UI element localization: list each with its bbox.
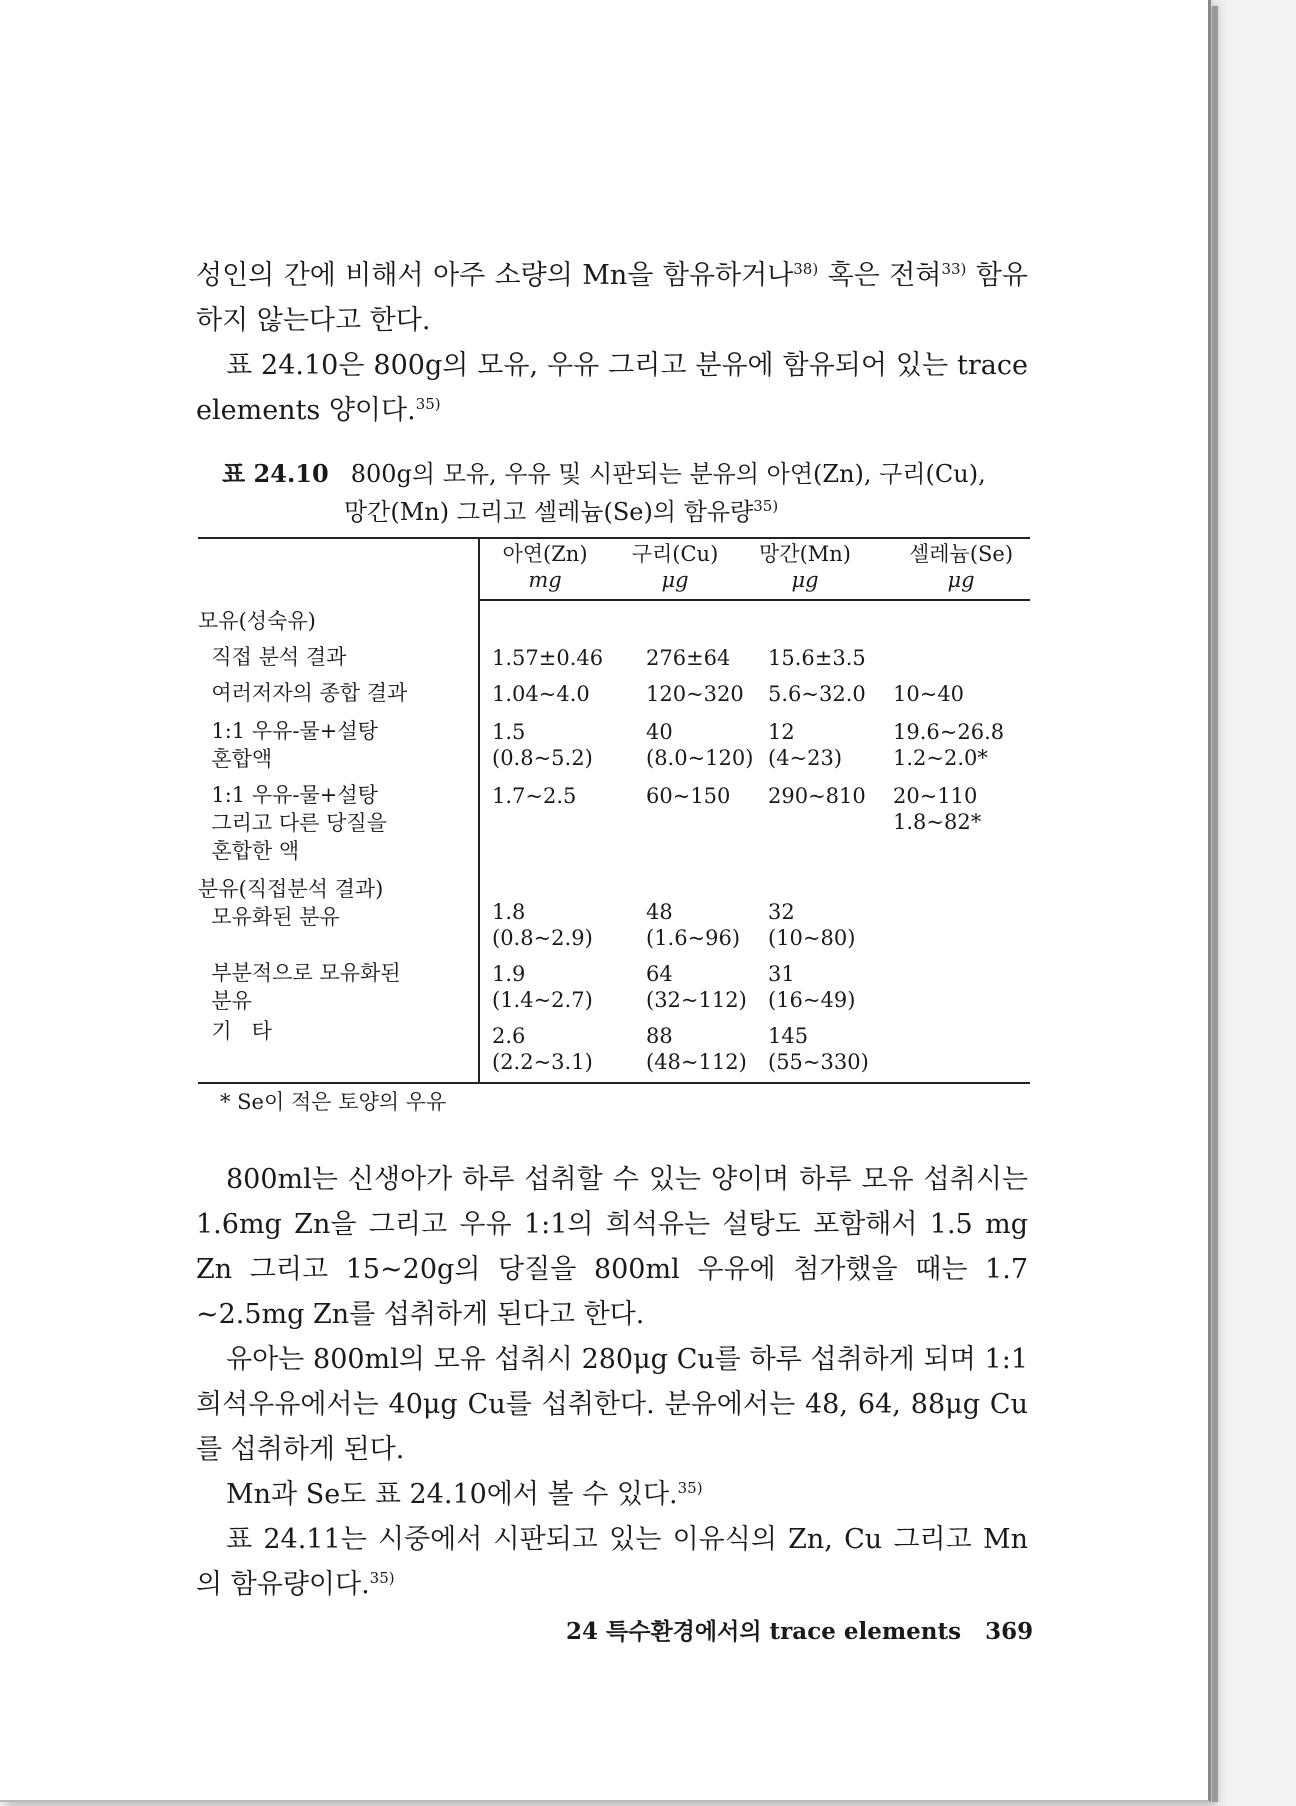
cell-zn: 1.9 (1.4~2.7) [492,962,593,1012]
table-column-divider [478,537,480,1082]
intro-paragraph-2: 표 24.10은 800g의 모유, 우유 그리고 분유에 함유되어 있는 trace elements 양이다.$^{35)}$ [196,350,1028,426]
cell-cu: 276±64 [646,646,731,670]
intro-text [196,253,1028,433]
col-header-se: 셀레늄(Se) μg [908,542,1014,592]
cell-se: 19.6~26.8 1.2~2.0* [893,720,1005,770]
cell-zn: 1.57±0.46 [492,646,604,670]
body-paragraph-1: 800ml는 신생아가 하루 섭취할 수 있는 양이며 하루 모유 섭취시는 1.6mg Zn을 그리고 우유 1:1의 희석유는 설탕도 포함해서 1.5 mg Zn 그리고 15~20g의 당질을 800ml 우유에 첨가했을 때는 1.7 ~2.5mg Zn를 섭취하게 된다고 한다. [196,1164,1028,1330]
cell-mn: 145 (55~330) [768,1024,869,1074]
row-label: 1:1 우유-물+설탕 혼합액 [211,719,378,771]
cell-cu: 48 (1.6~96) [646,900,741,950]
cell-cu: 120~320 [646,682,744,706]
ref-35: 35) [677,1479,703,1497]
table-number: 표 24.10 [222,459,329,488]
caption-line-2: 망간(Mn) 그리고 셀레늄(Se)의 함유량 [344,498,754,526]
cell-mn: 12 (4~23) [768,720,843,770]
cell-mn: 15.6±3.5 [768,646,866,670]
page-number: 369 [985,1618,1034,1645]
row-label: 여러저자의 종합 결과 [198,681,408,705]
cell-zn: 2.6 (2.2~3.1) [492,1024,593,1074]
ref-38: 38) [793,260,819,278]
table-header-rule [478,599,1030,601]
table-top-rule [198,537,1030,539]
cell-cu: 64 (32~112) [646,962,747,1012]
caption-line-1: 800g의 모유, 우유 및 시판되는 분유의 아연(Zn), 구리(Cu), [350,460,986,488]
table-bottom-rule [198,1082,1030,1084]
row-label: 분유(직접분석 결과) 모유화된 분유 [198,877,384,929]
row-label: 모유(성숙유) [198,609,316,633]
cell-zn: 1.5 (0.8~5.2) [492,720,593,770]
col-header-mn: 망간(Mn) μg [759,542,851,592]
col-header-zn: 아연(Zn) mg [502,542,588,592]
intro-paragraph-1: 성인의 간에 비해서 아주 소량의 Mn을 함유하거나$^{38)}$ 혹은 전혀$^{33)}$ 함유하지 않는다고 한다. [196,260,1028,336]
ref-35: 35) [415,395,441,413]
nutrient-table [198,537,1030,1097]
row-label: 기 타 [198,1019,272,1043]
caption-ref: 35) [753,497,779,515]
row-label: 부분적으로 모유화된 분유 [211,961,401,1013]
running-title: 24 특수환경에서의 trace elements [566,1618,962,1645]
cell-zn: 1.04~4.0 [492,682,590,706]
ref-35: 35) [369,1569,395,1587]
row-label: 직접 분석 결과 [198,645,347,669]
table-caption [222,455,1032,531]
cell-mn: 31 (16~49) [768,962,856,1012]
cell-zn: 1.7~2.5 [492,784,577,808]
body-paragraph-2: 유아는 800ml의 모유 섭취시 280μg Cu를 하루 섭취하게 되며 1:1 희석우유에서는 40μg Cu를 섭취한다. 분유에서는 48, 64, 88μg Cu를 섭취하게 된다. [196,1344,1028,1465]
body-paragraph-4: 표 24.11는 시중에서 시판되고 있는 이유식의 Zn, Cu 그리고 Mn의 함유량이다.$^{35)}$ [196,1524,1028,1600]
cell-zn: 1.8 (0.8~2.9) [492,900,593,950]
page-edge [1212,6,1218,1802]
cell-se: 10~40 [893,682,965,706]
body-text [196,1157,1028,1607]
cell-se: 20~110 1.8~82* [893,784,982,834]
cell-cu: 60~150 [646,784,731,808]
running-footer [566,1617,1033,1647]
cell-cu: 40 (8.0~120) [646,720,754,770]
ref-33: 33) [941,260,967,278]
cell-mn: 32 (10~80) [768,900,856,950]
row-label: 1:1 우유-물+설탕 그리고 다른 당질을 혼합한 액 [211,783,387,863]
cell-cu: 88 (48~112) [646,1024,747,1074]
cell-mn: 290~810 [768,784,866,808]
cell-mn: 5.6~32.0 [768,682,866,706]
col-header-cu: 구리(Cu) μg [631,542,719,592]
table-footnote: * Se이 적은 토양의 우유 [220,1090,447,1114]
body-paragraph-3: Mn과 Se도 표 24.10에서 볼 수 있다.$^{35)}$ [226,1479,703,1510]
